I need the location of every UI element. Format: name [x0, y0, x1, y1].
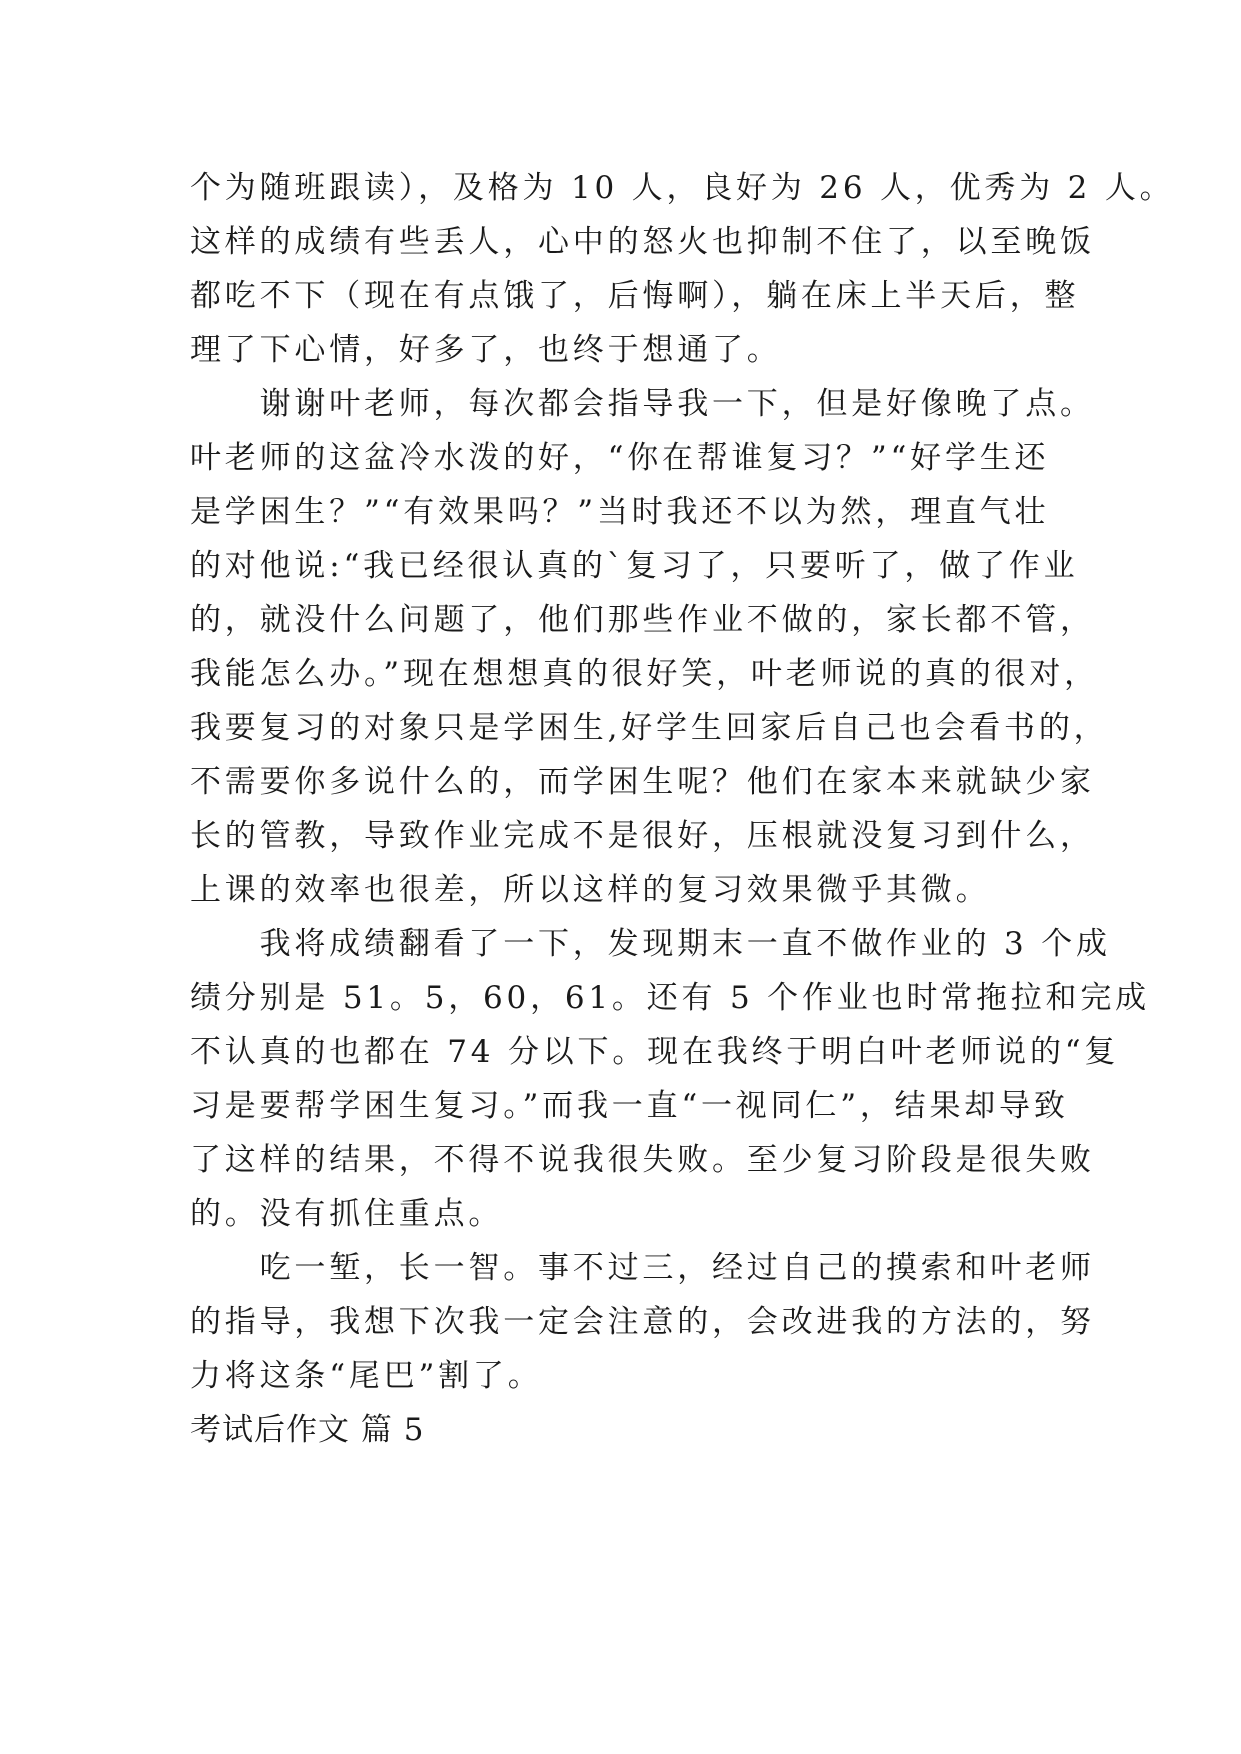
text-line: 我能怎么办。”现在想想真的很好笑，叶老师说的真的很对，: [190, 656, 1099, 692]
text-line: 谢谢叶老师，每次都会指导我一下，但是好像晚了点。: [190, 386, 1095, 422]
text-line: 的指导，我想下次我一定会注意的，会改进我的方法的，努: [190, 1304, 1095, 1340]
text-line: 吃一堑，长一智。事不过三，经过自己的摸索和叶老师: [190, 1250, 1095, 1286]
text-line: 理了下心情，好多了，也终于想通了。: [190, 332, 782, 368]
text-line: 个为随班跟读），及格为 10 人，良好为 26 人，优秀为 2 人。: [190, 170, 1175, 206]
text-line: 的，就没什么问题了，他们那些作业不做的，家长都不管，: [190, 602, 1095, 638]
text-line: 上课的效率也很差，所以这样的复习效果微乎其微。: [190, 872, 991, 908]
text-line: 力将这条“尾巴”割了。: [190, 1358, 543, 1394]
text-line: 我将成绩翻看了一下，发现期末一直不做作业的 3 个成: [190, 926, 1111, 962]
text-line: 习是要帮学困生复习。”而我一直“一视同仁”，结果却导致: [190, 1088, 1069, 1124]
text-line: 了这样的结果，不得不说我很失败。至少复习阶段是很失败: [190, 1142, 1095, 1178]
text-line: 我要复习的对象只是学困生,好学生回家后自己也会看书的，: [190, 710, 1109, 746]
text-line: 的对他说:“我已经很认真的`复习了，只要听了，做了作业: [190, 548, 1079, 584]
text-line: 的。没有抓住重点。: [190, 1196, 504, 1232]
text-line: 叶老师的这盆冷水泼的好，“你在帮谁复习？”“好学生还: [190, 440, 1050, 476]
text-line: 都吃不下（现在有点饿了，后悔啊），躺在床上半天后，整: [190, 278, 1080, 314]
text-line: 不认真的也都在 74 分以下。现在我终于明白叶老师说的“复: [190, 1034, 1120, 1070]
text-line: 不需要你多说什么的，而学困生呢？他们在家本来就缺少家: [190, 764, 1095, 800]
text-line: 绩分别是 51。5，60，61。还有 5 个作业也时常拖拉和完成: [190, 980, 1150, 1016]
text-line: 这样的成绩有些丢人，心中的怒火也抑制不住了，以至晚饭: [190, 224, 1095, 260]
text-line: 长的管教，导致作业完成不是很好，压根就没复习到什么，: [190, 818, 1095, 854]
text-line: 是学困生？”“有效果吗？”当时我还不以为然，理直气壮: [190, 494, 1050, 530]
section-heading: 考试后作文 篇 5: [190, 1412, 425, 1448]
